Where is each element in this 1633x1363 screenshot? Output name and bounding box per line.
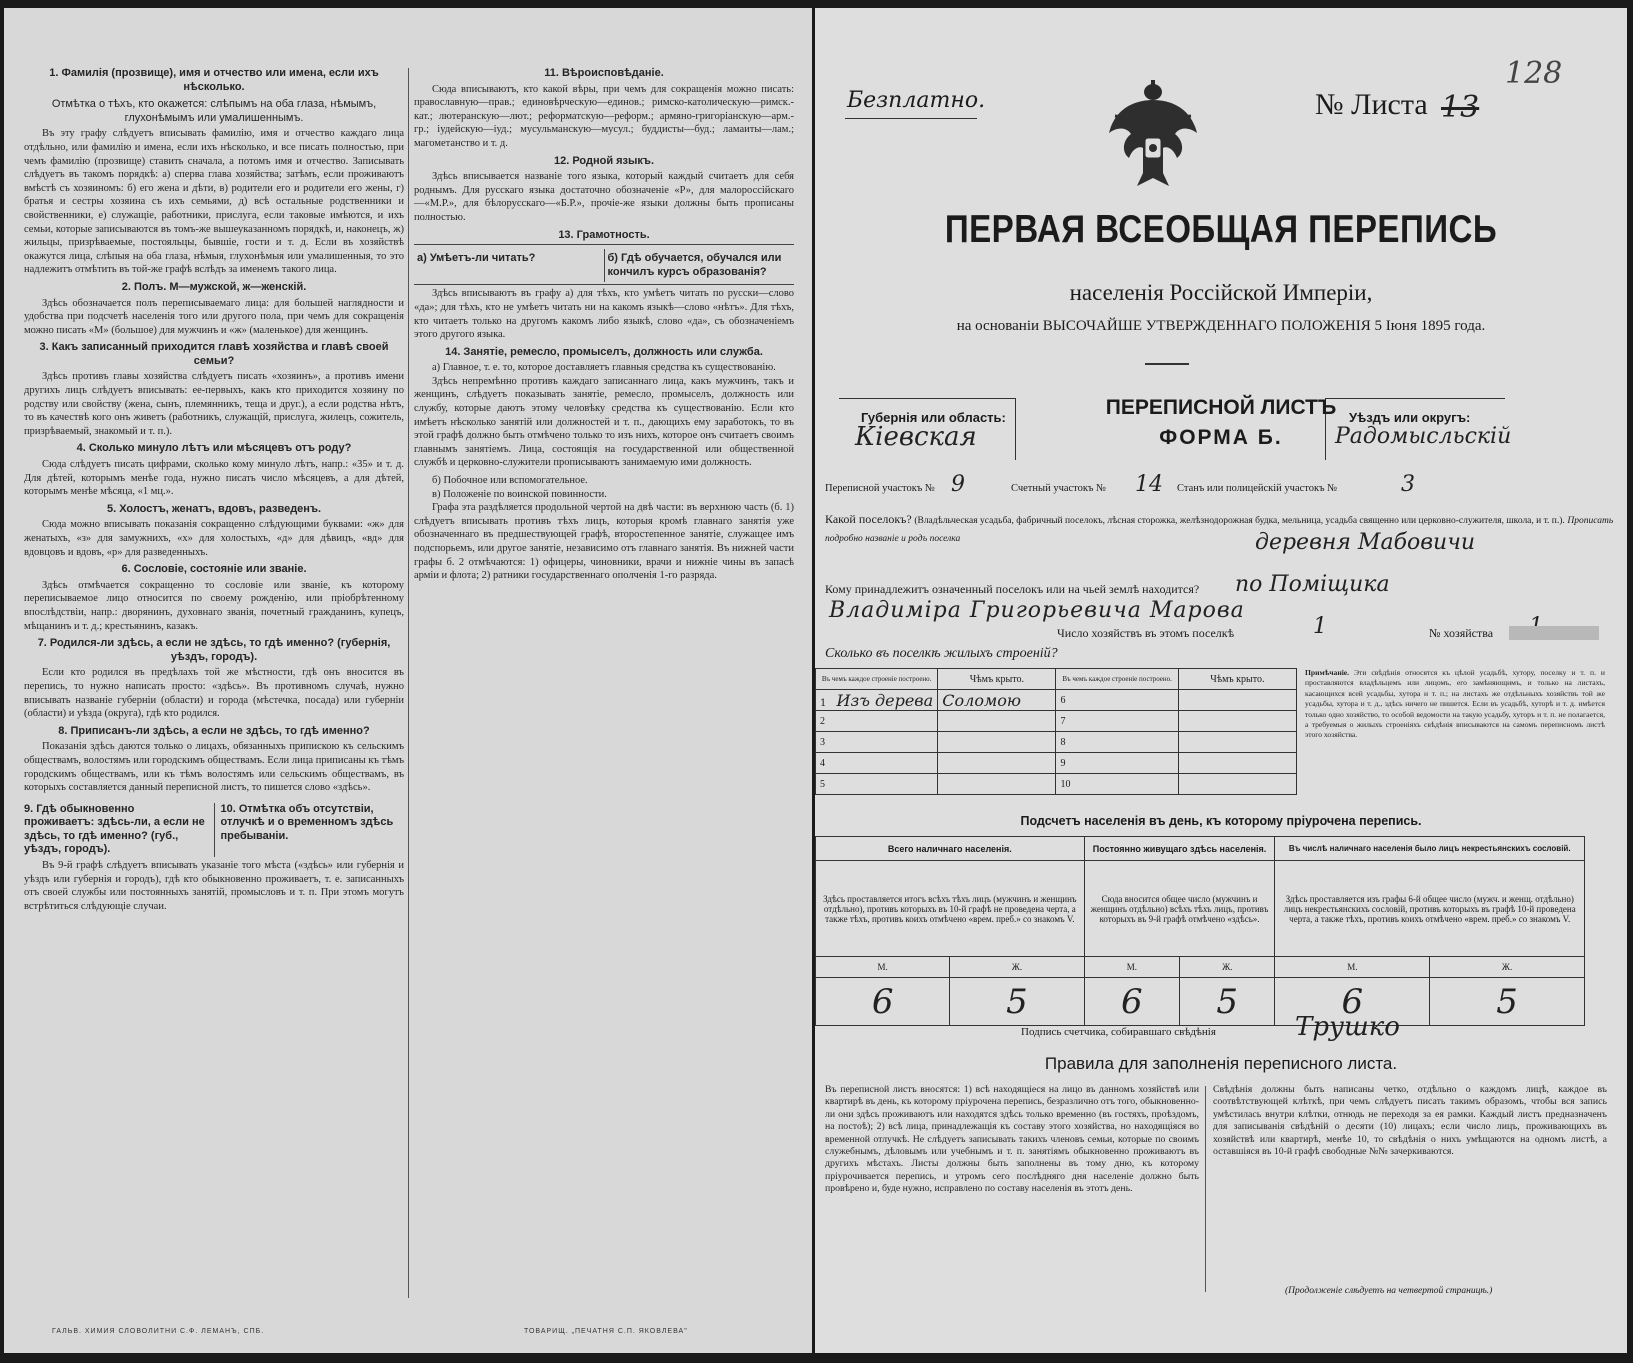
female-header: Ж. xyxy=(950,957,1084,978)
male-header: М. xyxy=(1084,957,1179,978)
section-6-text: Здѣсь отмѣчается сокращенно то сословіе или званіе, къ которому переписываемое лицо относится по своему рожденію, или пріобрѣтенному впослѣдствіи, напр.: дворянинъ, духовнаго званія, почетный гражданинъ, купецъ, мѣщанинъ и т. д.; крестьянинъ, казакъ. xyxy=(24,579,404,632)
section-4-text: Сюда слѣдуетъ писать цифрами, сколько кому минуло лѣтъ, напр.: «35» и т. д. Для дѣтей, которымъ менѣе года, нужно писать число мѣсяцевъ, а для дѣтей, которымъ менѣе мѣсяца, «1 мц.». xyxy=(24,459,404,498)
section-4-title: 4. Сколько минуло лѣтъ или мѣсяцевъ отъ роду? xyxy=(76,442,352,455)
households-label: Число хозяйствъ въ этомъ поселкѣ xyxy=(1057,626,1235,640)
count-col-total: Всего наличнаго населенія. xyxy=(816,837,1085,861)
buildings-table xyxy=(815,668,1297,795)
total-male-count: 6 xyxy=(816,978,950,1026)
buildings-note xyxy=(1305,668,1605,808)
poselok-label: Какой поселокъ? xyxy=(825,512,912,526)
building-row xyxy=(816,732,1297,753)
poselok-note-2: Прописать подробно названіе и родъ поселка xyxy=(825,516,1614,544)
section-13-title: 13. Грамотность. xyxy=(558,228,650,241)
count-desc-permanent: Сюда вносится общее число (мужчинъ и женщинъ отдѣльно) всѣхъ тѣхъ лицъ, противъ которыхъ въ 9-й графѣ отмѣчено «здѣсь». xyxy=(1084,861,1275,957)
building-number: 3 xyxy=(816,732,938,753)
section-5-title: 5. Холостъ, женатъ, вдовъ, разведенъ. xyxy=(106,502,322,515)
buildings-note-title: Примѣчаніе. xyxy=(1305,668,1350,677)
female-header: Ж. xyxy=(1430,957,1585,978)
building-material: Изъ дерева xyxy=(836,690,934,710)
nonpeasant-male-count: 6 xyxy=(1275,978,1430,1026)
uezd-value: Радомысльскій xyxy=(1335,424,1512,449)
section-13a-title: а) Умѣетъ-ли читать? xyxy=(417,252,536,265)
section-13-text: Здѣсь вписываютъ въ графу а) для тѣхъ, кто умѣетъ читать по русски—слово «да»; для тѣхъ, кто не умѣетъ читать ни на какомъ языкѣ—слово «нѣтъ». Для тѣхъ, кто читаетъ только на другомъ какомъ либо языкѣ, слово «да», съ обозначеніемъ этого другого языка. xyxy=(414,288,794,341)
section-11-text: Сюда вписываютъ, кто какой вѣры, при чемъ для сокращенія можно писать: православную—прав.; единовѣрческую—единов.; римско-католическую—римск.-кат.; лютеранскую—лют.; реформатскую—реформ.; армяно-григоріанскую—арм.-гр.; іудейскую—іуд.; мусульманскую—мусул.; буддисты—буд.; ламаиты—лам.; магометанство и т. д. xyxy=(414,83,794,149)
owner-value-2: Владиміра Григорьевича Марова xyxy=(829,598,1245,623)
building-number: 2 xyxy=(816,711,938,732)
uezd-label: Уѣздъ или округъ: xyxy=(1349,410,1471,425)
household-number-label: № хозяйства xyxy=(1429,626,1494,640)
form-subtitle: ФОРМА Б. xyxy=(1159,426,1283,449)
buildings-col-roof: Чѣмъ крыто. xyxy=(938,669,1056,690)
count-title: Подсчетъ населенія въ день, къ которому пріурочена перепись. xyxy=(1020,814,1422,828)
buildings-col-material-2: Въ чемъ каждое строеніе построено. xyxy=(1056,669,1178,690)
uchastok-row xyxy=(815,472,1627,502)
schetny-value: 14 xyxy=(1135,472,1163,497)
signature-label: Подпись счетчика, собиравшаго свѣдѣнія xyxy=(1021,1026,1216,1038)
poselok-block xyxy=(825,511,1615,548)
sheet-number-value: 13 xyxy=(1441,90,1480,125)
permanent-male-count: 6 xyxy=(1084,978,1179,1026)
nonpeasant-female-count: 5 xyxy=(1430,978,1585,1026)
census-form-page xyxy=(815,8,1627,1353)
population-count-table xyxy=(815,836,1585,1026)
free-underline xyxy=(845,118,977,119)
building-row xyxy=(816,753,1297,774)
schetny-label: Счетный участокъ № xyxy=(1011,483,1107,494)
section-2-title: 2. Полъ. М—мужской, ж—женскій. xyxy=(121,280,307,293)
section-8-title: 8. Приписанъ-ли здѣсь, а если не здѣсь, то гдѣ именно? xyxy=(58,724,370,737)
section-11-title: 11. Вѣроисповѣданіе. xyxy=(544,67,664,79)
imperial-eagle-icon xyxy=(1105,78,1201,198)
section-7-text: Если кто родился въ предѣлахъ той же мѣстности, гдѣ онъ вносится въ перепись, то нужно написать просто: «здѣсь». Въ противномъ случаѣ, нужно вписывать названіе губерніи (области) и города (мѣстечка, посада) или губерніи (области) и уѣзда (округа), гдѣ кто родился. xyxy=(24,667,404,720)
section-7-title: 7. Родился-ли здѣсь, а если не здѣсь, то гдѣ именно? (губернія, уѣздъ, городъ). xyxy=(37,637,391,663)
section-10-title: 10. Отмѣтка объ отсутствіи, отлучкѣ и о временномъ здѣсь пребываніи. xyxy=(214,803,405,857)
column-divider xyxy=(408,68,409,1298)
building-row xyxy=(816,774,1297,795)
section-6-title: 6. Сословіе, состояніе или званіе. xyxy=(121,563,307,576)
sheet-number-label: № Листа xyxy=(1315,88,1428,121)
household-number-shade xyxy=(1509,626,1599,640)
building-number: 5 xyxy=(816,774,938,795)
form-title: ПЕРЕПИСНОЙ ЛИСТЪ xyxy=(1105,396,1337,419)
sheet-number-archive: 128 xyxy=(1505,56,1563,91)
buildings-label: Сколько въ поселкѣ жилыхъ строеній? xyxy=(825,646,1058,661)
male-header: М. xyxy=(1275,957,1430,978)
section-14a-text: а) Главное, т. е. то, которое доставляетъ главныя средства къ существованію. xyxy=(432,362,776,374)
free-label: Безплатно. xyxy=(847,88,986,113)
building-number: 4 xyxy=(816,753,938,774)
form-header xyxy=(815,398,1627,468)
signature-value: Трушко xyxy=(1295,1012,1400,1042)
uchastok-label: Переписной участокъ № xyxy=(825,483,935,494)
section-9-title: 9. Гдѣ обыкновенно проживаетъ: здѣсь-ли, а если не здѣсь, то гдѣ именно? (губ., уѣздъ, городъ). xyxy=(24,802,205,856)
owner-label: Кому принадлежитъ означенный поселокъ или на чьей землѣ находится? xyxy=(825,582,1200,596)
rules-divider xyxy=(1205,1086,1206,1292)
rules-title: Правила для заполненія переписного листа. xyxy=(1044,1054,1398,1073)
census-subtitle: населенія Россійской Имперіи, xyxy=(1069,280,1373,305)
instructions-column-left xyxy=(24,63,404,1298)
uchastok-value: 9 xyxy=(951,472,965,497)
section-14-title: 14. Занятіе, ремесло, промыселъ, должность или служба. xyxy=(445,345,763,358)
section-13b-title: б) Гдѣ обучается, обучался или кончилъ курсъ образованія? xyxy=(604,249,795,282)
building-roof: Соломою xyxy=(938,690,1056,711)
stan-label: Станъ или полицейскій участокъ № xyxy=(1177,483,1338,494)
poselok-note: (Владѣльческая усадьба, фабричный поселокъ, лѣсная сторожка, желѣзнодорожная будка, мельница, усадьба священно или церковно-служителя, школа, и т. п.). xyxy=(914,516,1565,526)
section-12-text: Здѣсь вписывается названіе того языка, который каждый считаетъ для себя роднымъ. Для русскаго языка достаточно обозначеніе «Р», для малороссійскаго—«М.Р.», для бѣлорусскаго—«Б.Р.», прочіе-же языки должны быть прописаны полностью. xyxy=(414,171,794,223)
census-basis: на основаніи ВЫСОЧАЙШЕ УТВЕРЖДЕННАГО ПОЛОЖЕНІЯ 5 Іюня 1895 года. xyxy=(956,318,1486,334)
gubernia-label: Губернія или область: xyxy=(861,410,1006,425)
building-number: 10 xyxy=(1056,774,1178,795)
permanent-female-count: 5 xyxy=(1180,978,1275,1026)
poselok-value: деревня Мабовичи xyxy=(1255,530,1476,555)
male-header: М. xyxy=(816,957,950,978)
section-14c-title: в) Положеніе по воинской повинности. xyxy=(432,488,607,500)
count-col-nonpeasant: Въ числѣ наличнаго населенія было лицъ некрестьянскихъ сословій. xyxy=(1275,837,1585,861)
female-header: Ж. xyxy=(1180,957,1275,978)
owner-value-1: по Поміщика xyxy=(1235,572,1390,597)
printer-note-left: ГАЛЬВ. ХИМИЯ СЛОВОЛИТНИ С.Ф. ЛЕМАНЪ, СПБ. xyxy=(52,1328,265,1335)
stan-value: 3 xyxy=(1401,472,1415,497)
count-col-permanent: Постоянно живущаго здѣсь населенія. xyxy=(1084,837,1275,861)
section-14-text-2: Графа эта раздѣляется продольной чертой на двѣ части: въ верхнюю часть (б. 1) слѣдуетъ вписывать противъ тѣхъ лицъ, которыя кромѣ главнаго занятія уже обозначеннаго въ предшествующей графѣ, второстепенное занятіе, служащее имъ подспорьемъ, или другое занятіе, независимо отъ главнаго занятія. Въ нижней части графы б. 2 отмѣчаются: 1) офицеры, чиновники, врачи и нижніе чины въ запасѣ арміи и флота; 2) ратники государственнаго ополченія 1-го разряда. xyxy=(414,502,794,582)
section-3-text: Здѣсь противъ главы хозяйства слѣдуетъ писать «хозяинъ», а противъ имени другихъ лицъ слѣдуетъ вписывать: ее-первыхъ, какъ кто приходится хозяину по родству или свойству (жена, сынъ, племянникъ, теща и друг.), а если родства нѣтъ, то въ качествѣ кого онъ живетъ (работникъ, служащій, прислуга, жилецъ, сожитель, призрѣваемый, знакомый и т. п.). xyxy=(24,371,404,437)
buildings-col-material: Въ чемъ каждое строеніе построено. xyxy=(816,669,938,690)
rules-continuation: (Продолженіе слѣдуетъ на четвертой страницѣ.) xyxy=(1285,1286,1493,1296)
rules-text-left: Въ переписной листъ вносятся: 1) всѣ находящіеся на лицо въ данномъ хозяйствѣ или квартирѣ въ день, къ которому пріурочена перепись, безразлично отъ того, обыкновенно-ли они здѣсь проживаютъ или находятся здѣсь только временно (въ гостяхъ, проѣздомъ, на постоѣ); 2) всѣ лица, принадлежащія къ составу этого хозяйства, но находящіяся во временной отлучкѣ. Не слѣдуетъ записывать такихъ членовъ семьи, которые по своимъ служебнымъ, дѣловымъ или учебнымъ и т. п. занятіямъ обыкновенно проживаютъ въ другихъ мѣстахъ. Листы должны быть заполнены въ тому дню, къ которому пріурочивается перепись, и утромъ сего послѣдняго дня населеніе должно быть провѣрено и, буде нужно, исправлено по составу населенія въ этотъ день. xyxy=(825,1084,1199,1195)
section-14b-title: б) Побочное или вспомогательное. xyxy=(432,475,588,487)
section-12-title: 12. Родной языкъ. xyxy=(553,154,654,167)
census-title: ПЕРВАЯ ВСЕОБЩАЯ ПЕРЕПИСЬ xyxy=(944,208,1498,251)
section-5-text: Сюда можно вписывать показанія сокращенно слѣдующими буквами: «ж» для женатыхъ, «з» для замужнихъ, «х» для холостыхъ, «д» для дѣвицъ, «вд» для вдовцовъ и вдовъ, «р» для разведенныхъ. xyxy=(24,519,404,558)
buildings-note-text: Эти свѣдѣнія относятся къ цѣлой усадьбѣ, хутору, поселку и т. п. и проставляются владѣльцемъ или лицомъ, его замѣняющимъ, и только на листахъ, касающихся всей усадьбы, хутора и т. п.; на листахъ же отдѣльныхъ хозяйствъ той же усадьбы, хутора и т. д., здѣсь ничего не пишется. Если въ усадьбѣ, хуторѣ и т. д. имѣется только одно хозяйство, то особой ведомости на такую усадьбу, хуторъ и т. п. не полагается, а требуемыя о жилыхъ строеніяхъ свѣдѣнія вписываются на самомъ переписномъ листѣ этого хозяйства. xyxy=(1305,668,1605,740)
section-3-title: 3. Какъ записанный приходится главѣ хозяйства и главѣ своей семьи? xyxy=(39,341,389,367)
section-8-text: Показанія здѣсь даются только о лицахъ, обязанныхъ припискою къ сельскимъ обществамъ, волостямъ или городскимъ обществамъ. Если лица приписаны къ тѣмъ городскимъ обществамъ, или къ тѣмъ волостямъ или сельскимъ обществамъ, въ которыхъ составляется данный переписной листъ, то пишется слово «здѣсь». xyxy=(24,741,404,794)
section-1-subtitle: Отмѣтка о тѣхъ, кто окажется: слѣпымъ на оба глаза, нѣмымъ, глухонѣмымъ или умалишеннымъ. xyxy=(51,98,377,124)
printer-note-right: ТОВАРИЩ. „ПЕЧАТНЯ С.П. ЯКОВЛЕВА" xyxy=(524,1328,688,1335)
gubernia-value: Кіевская xyxy=(855,422,977,452)
section-1-text: Въ эту графу слѣдуетъ вписывать фамилію, имя и отчество каждаго лица отдѣльно, или фамилію и имена, если ихъ нѣсколько, и все писать полностью, при чемъ фамилію (прозвище) ставить сначала, а потомъ имя и отчество. Записывать слѣдуетъ въ такомъ порядкѣ: а) сперва глава хозяйства; затѣмъ, если проживаютъ вмѣстѣ съ хозяиномъ: б) его жена и дѣти, в) родители его и родители его жены, г) братья и сестры хозяина съ ихъ семьями, д) всѣ остальные родственники и свойственники, е) служащіе, работники, прислуга, если таковые имѣются, и ихъ семьи, которые записываются въ томъ-же вышеуказанномъ порядкѣ, и, наконецъ, ж) жильцы, призрѣваемые, постояльцы, бывшіе, гости и т. д. Если въ хозяйствѣ окажутся лица, слѣпыя на оба глаза, нѣмыя, глухонѣмыя или умалишенныя, то это надлежитъ отмѣтить въ той-же графѣ вслѣдъ за именемъ такого лица. xyxy=(24,128,404,276)
count-desc-nonpeasant: Здѣсь проставляется изъ графы 6-й общее число (мужч. и женщ. отдѣльно) лицъ некрестьянскихъ сословій, противъ которыхъ въ графѣ 10-й проведена черта, а также тѣхъ, противъ коихъ отмѣчено «врем. преб.» со знакомъ V. xyxy=(1275,861,1585,957)
building-number: 8 xyxy=(1056,732,1178,753)
building-row: 1 Изъ дерева Соломою 6 xyxy=(816,690,1297,711)
building-row xyxy=(816,711,1297,732)
building-number: 9 xyxy=(1056,753,1178,774)
instructions-column-right xyxy=(414,63,794,1298)
section-1-title: 1. Фамилія (прозвище), имя и отчество или имена, если ихъ нѣсколько. xyxy=(49,67,379,93)
building-number: 6 xyxy=(1056,690,1178,711)
section-9-text: Въ 9-й графѣ слѣдуетъ вписывать указаніе того мѣста («здѣсь» или губернія и уѣздъ или губернія и городъ), гдѣ кто обыкновенно проживаетъ, т. е. записанныхъ отъ своей службы или постоянныхъ занятій, промысловъ и т. п. При этомъ могутъ встрѣтиться слѣдующіе случаи. xyxy=(24,860,404,912)
section-2-text: Здѣсь обозначается полъ переписываемаго лица: для большей наглядности и удобства при подсчетѣ населенія того или другого пола, при чемъ для сокращенія можно писать «М» (большое) для мужчинъ и «ж» (маленькое) для женщинъ. xyxy=(24,297,404,336)
divider xyxy=(1145,363,1189,365)
rules-text-right: Свѣдѣнія должны быть написаны четко, отдѣльно о каждомъ лицѣ, каждое въ соотвѣтствующей клѣткѣ, при чемъ слѣдуетъ писать такимъ образомъ, чтобы вся запись умѣстилась внутри клѣтки, отнюдь не переходя за ея рамки. Каждый листъ предназначенъ для записыванія свѣдѣній о десяти (10) лицахъ; если число лицъ, проживающихъ въ хозяйствѣ или квартирѣ, менѣе 10, то свѣдѣнія о нихъ умѣщаются на одномъ листѣ, а оставшіяся въ 10-й графѣ свободные №№ зачеркиваются. xyxy=(1213,1084,1607,1158)
households-value: 1 xyxy=(1313,614,1327,639)
instructions-page xyxy=(4,8,812,1353)
building-number: 7 xyxy=(1056,711,1178,732)
count-desc-total: Здѣсь проставляется итогъ всѣхъ тѣхъ лицъ (мужчинъ и женщинъ отдѣльно), противъ которыхъ въ 10-й графѣ не проведена черта, а также тѣхъ, противъ коихъ отмѣчено «врем. преб.» со знакомъ V. xyxy=(816,861,1085,957)
section-14-text: Здѣсь непремѣнно противъ каждаго записаннаго лица, какъ мужчинъ, такъ и женщинъ, слѣдуетъ показывать занятіе, ремесло, промыселъ, должность или службу, которые даютъ этому человѣку средства къ существованію. Если кто имѣетъ нѣсколько занятій или должностей и т. п., дающихъ ему заработокъ, то въ этой графѣ должно быть отмѣчено только то изъ нихъ, которое онъ считаетъ своимъ главнымъ занятіемъ. Лица, состоящія на государственной или общественной службѣ и церковно-служители прописываютъ занимаемую ими должность. xyxy=(414,375,794,469)
total-female-count: 5 xyxy=(950,978,1084,1026)
buildings-col-roof-2: Чѣмъ крыто. xyxy=(1178,669,1296,690)
